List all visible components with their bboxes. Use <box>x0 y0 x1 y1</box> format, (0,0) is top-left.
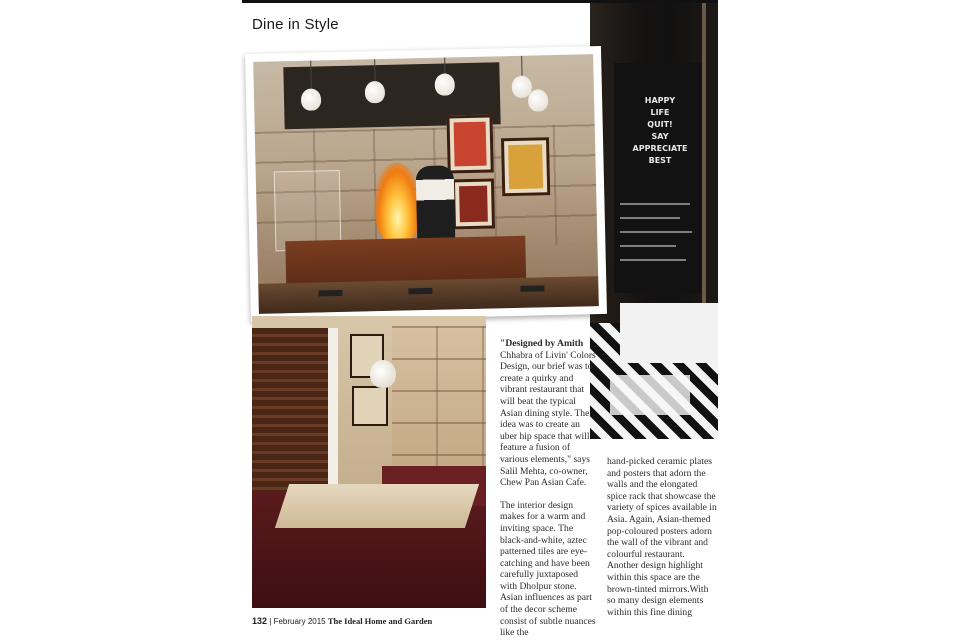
chalk-scribble <box>620 231 692 233</box>
chalk-line-3: QUIT! <box>647 120 673 129</box>
wall-poster <box>501 137 550 196</box>
chalk-line-1: HAPPY <box>644 96 676 105</box>
white-chair <box>620 303 718 363</box>
lamp-cord <box>374 59 375 81</box>
pendant-lamp <box>528 89 548 111</box>
article-paragraph: The interior design makes for a warm and inviting space. The black-and-white, aztec patterned tiles are eye-catching and have been carefully juxtaposed with Dholpur stone. Asian influences as part of the decor scheme consist of subtle nuances like the <box>500 499 596 639</box>
pendant-lamp <box>301 88 321 110</box>
paragraph-text: Chhabra of Livin' Colors Design, our brief was to create a quirky and vibrant restaurant that will beat the typical Asian dining style. The idea was to create an uber hip space that will feature a fusion of various elements," says Salil Mehta, co-owner, Chew Pan Asian Cafe. <box>500 349 596 489</box>
window-frame <box>328 328 338 498</box>
magazine-name: The Ideal Home and Garden <box>327 616 433 626</box>
photo-frame-main <box>245 46 607 322</box>
page-number: 132 <box>252 616 268 626</box>
photo-teppanyaki-chef <box>253 54 599 314</box>
wall-poster <box>446 114 493 173</box>
footer-separator: | <box>269 617 272 626</box>
photo-chalkboard-wall <box>590 3 718 439</box>
lamp-pole <box>702 3 706 303</box>
lamp-cord <box>521 56 522 76</box>
article-column-1 <box>500 338 596 640</box>
chalkboard-lettering <box>618 95 702 167</box>
chalk-scribble <box>620 259 686 261</box>
dining-counter-top <box>258 276 599 314</box>
section-title: Dine in Style <box>252 16 339 33</box>
tile-highlight <box>610 375 690 415</box>
article-paragraph: hand-picked ceramic plates and posters that adorn the walls and the elongated spice rack that showcase the variety of spices available in Asia. Again, Asian-themed pop-coloured posters adorn the wall of the vibrant and colourful restaurant. Another design highlight within this space are the brown-tinted mirrors.With so many design elements within this fine dining <box>607 456 717 618</box>
wooden-blinds <box>252 328 332 498</box>
pendant-lamp <box>435 73 455 95</box>
article-paragraph <box>500 338 596 489</box>
chalk-scribble <box>620 217 680 219</box>
chalk-line-6: BEST <box>648 156 672 165</box>
wall-poster <box>452 178 495 229</box>
dining-table <box>275 484 479 528</box>
chalk-line-5: APPRECIATE <box>632 144 688 153</box>
dholpur-stone-wall <box>392 326 486 486</box>
pendant-lamp <box>370 360 396 388</box>
issue-date: February 2015 <box>273 617 326 626</box>
place-setting <box>318 290 342 297</box>
wall-poster <box>352 386 388 426</box>
pendant-lamp <box>365 81 385 103</box>
chalk-scribble <box>620 245 676 247</box>
article-column-2 <box>607 456 717 629</box>
lead-in: "Designed by Amith <box>500 338 584 349</box>
chalk-scribble <box>620 203 690 205</box>
photo-banquette-seating <box>252 316 486 608</box>
page-footer <box>252 616 432 626</box>
chef <box>416 165 456 242</box>
lamp-cord <box>444 58 445 74</box>
chalk-line-4: SAY <box>651 132 669 141</box>
place-setting <box>408 288 432 295</box>
place-setting <box>520 285 544 292</box>
chalk-line-2: LIFE <box>650 108 670 117</box>
